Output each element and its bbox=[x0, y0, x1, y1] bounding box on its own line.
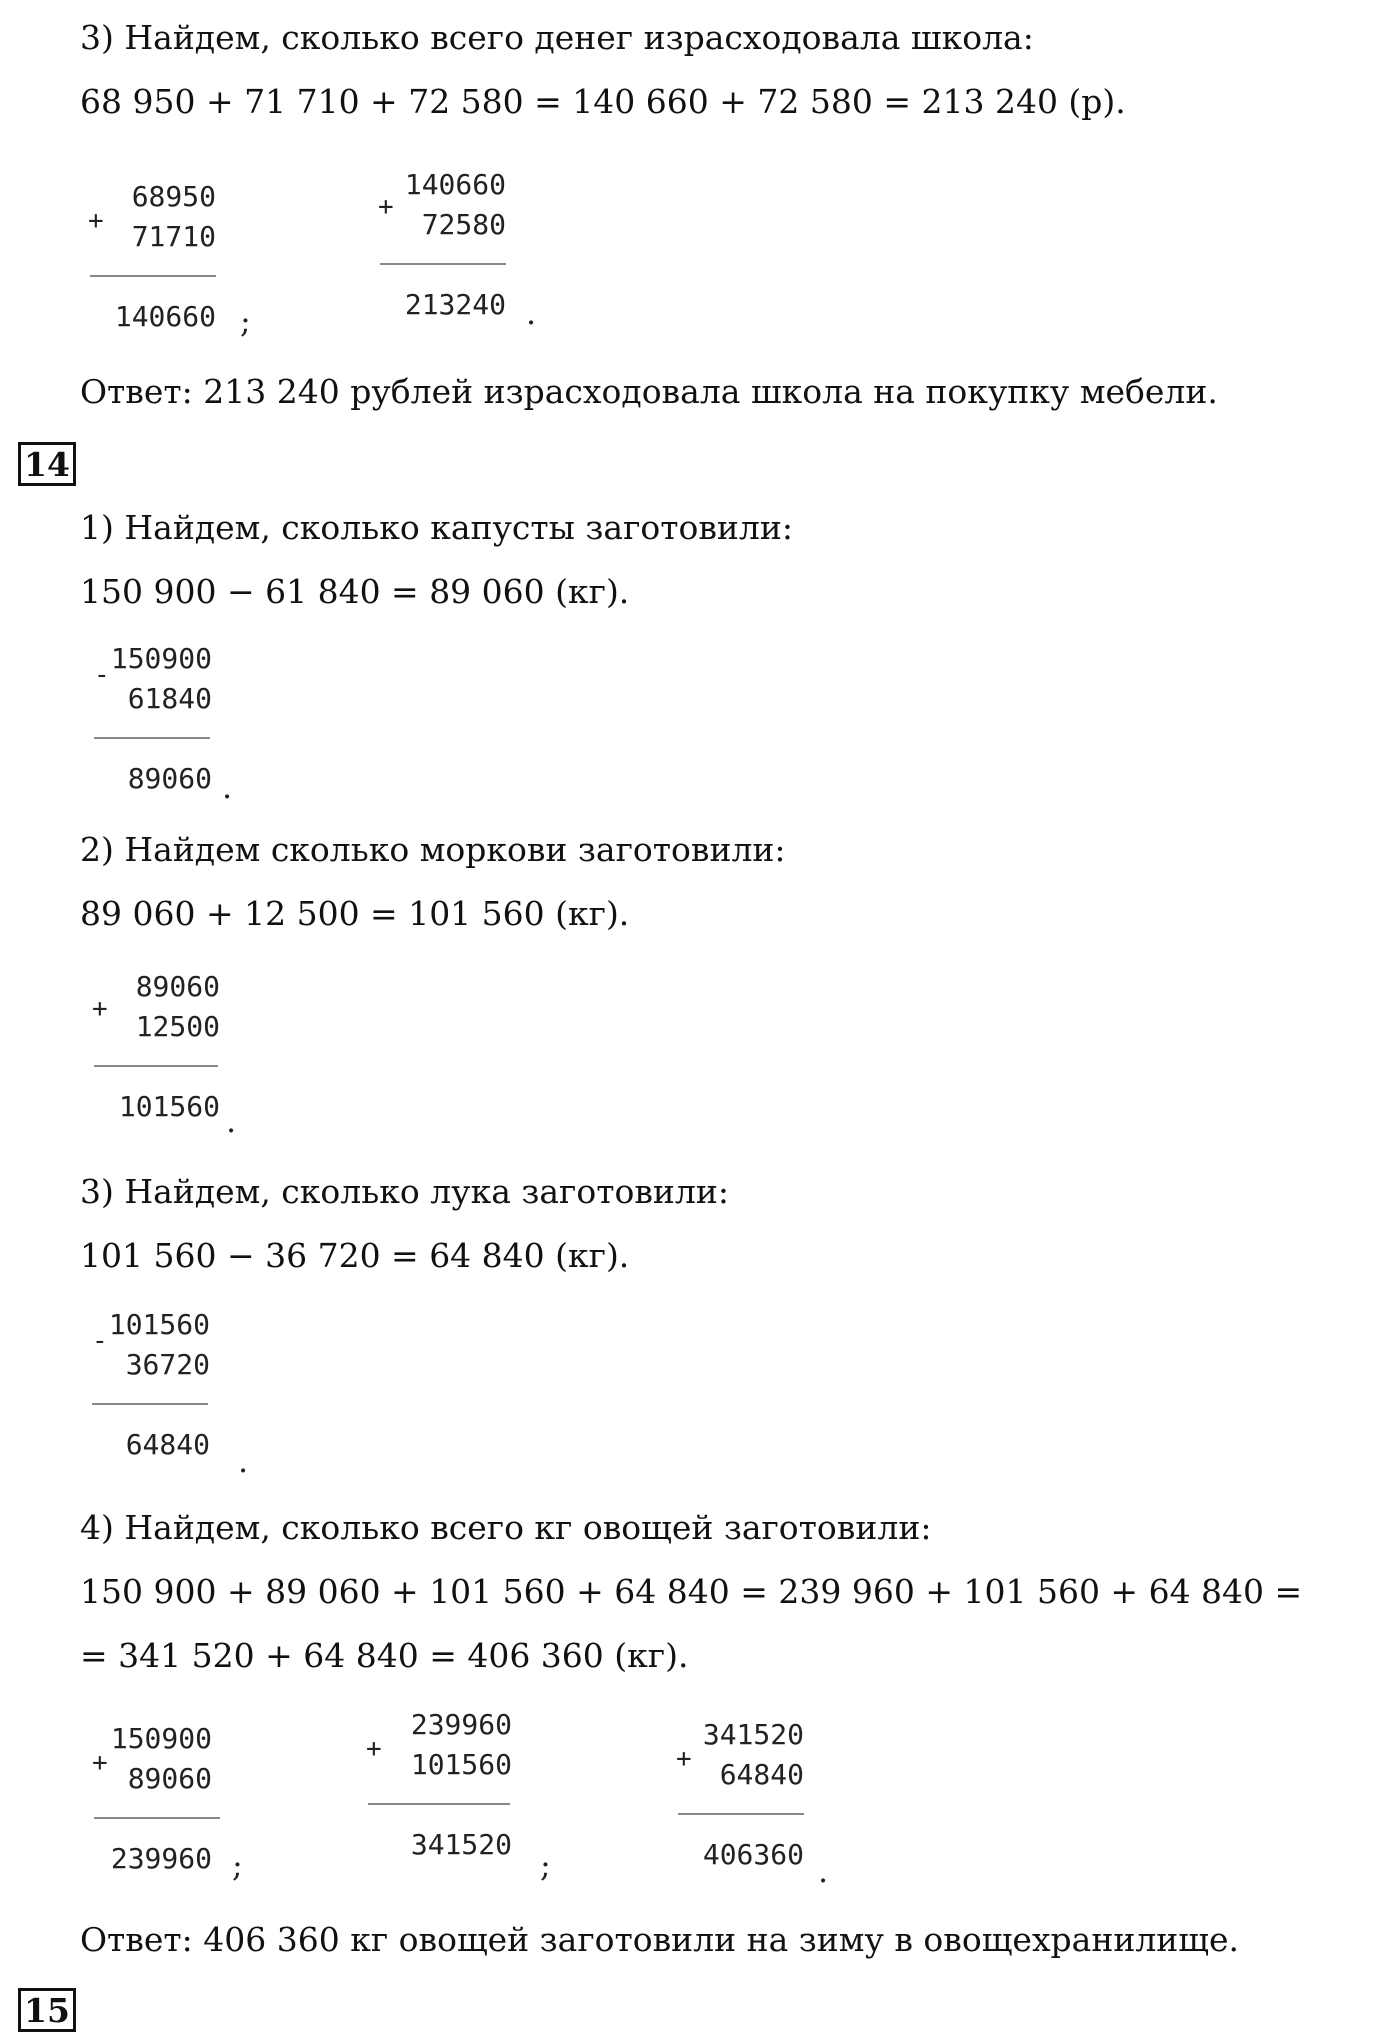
addend-a: 140660 bbox=[404, 168, 506, 201]
equation: 101 560 − 36 720 = 64 840 (кг). bbox=[80, 1236, 630, 1275]
addend-a: 341520 bbox=[702, 1718, 804, 1751]
addend-b: 89060 bbox=[127, 1762, 212, 1795]
separator: ; bbox=[232, 1846, 243, 1884]
separator: . bbox=[818, 1852, 829, 1890]
plus-sign: + bbox=[366, 1734, 382, 1764]
answer: Ответ: 213 240 рублей израсходовала школа на покупку мебели. bbox=[80, 372, 1218, 411]
step-heading: 3) Найдем, сколько лука заготовили: bbox=[80, 1172, 729, 1211]
column-addition bbox=[378, 166, 538, 346]
equation: 68 950 + 71 710 + 72 580 = 140 660 + 72 580 = 213 240 (р). bbox=[80, 82, 1126, 121]
column-addition bbox=[92, 1720, 262, 1890]
column-addition bbox=[92, 968, 252, 1138]
plus-sign: + bbox=[92, 994, 108, 1024]
plus-sign: + bbox=[676, 1744, 692, 1774]
result: 406360 bbox=[702, 1838, 804, 1871]
separator: . bbox=[526, 294, 537, 332]
result: 89060 bbox=[127, 762, 212, 795]
equation: 150 900 + 89 060 + 101 560 + 64 840 = 239 960 + 101 560 + 64 840 = bbox=[80, 1572, 1303, 1611]
separator: . bbox=[238, 1442, 249, 1480]
equation: = 341 520 + 64 840 = 406 360 (кг). bbox=[80, 1636, 689, 1675]
minus-sign: - bbox=[92, 1326, 108, 1356]
result: 213240 bbox=[404, 288, 506, 321]
addend-b: 101560 bbox=[410, 1748, 512, 1781]
subtrahend: 61840 bbox=[127, 682, 212, 715]
equation: 150 900 − 61 840 = 89 060 (кг). bbox=[80, 572, 630, 611]
equation: 89 060 + 12 500 = 101 560 (кг). bbox=[80, 894, 630, 933]
sum-rule bbox=[94, 1817, 220, 1819]
column-subtraction bbox=[92, 640, 252, 810]
addend-b: 72580 bbox=[421, 208, 506, 241]
step-heading: 3) Найдем, сколько всего денег израсходовала школа: bbox=[80, 18, 1034, 57]
plus-sign: + bbox=[88, 206, 104, 236]
task-number: 15 bbox=[18, 1988, 76, 2032]
column-subtraction bbox=[90, 1306, 260, 1480]
separator: ; bbox=[540, 1846, 551, 1884]
addend-a: 239960 bbox=[410, 1708, 512, 1741]
column-addition bbox=[366, 1706, 566, 1886]
subtrahend: 36720 bbox=[125, 1348, 210, 1381]
minuend: 150900 bbox=[110, 642, 212, 675]
addend-a: 150900 bbox=[110, 1722, 212, 1755]
answer: Ответ: 406 360 кг овощей заготовили на зиму в овощехранилище. bbox=[80, 1920, 1239, 1959]
plus-sign: + bbox=[92, 1748, 108, 1778]
sum-rule bbox=[368, 1803, 510, 1805]
addend-b: 64840 bbox=[719, 1758, 804, 1791]
separator: . bbox=[222, 768, 233, 806]
addend-a: 68950 bbox=[131, 180, 216, 213]
column-addition bbox=[676, 1716, 856, 1890]
addend-b: 71710 bbox=[131, 220, 216, 253]
result: 64840 bbox=[125, 1428, 210, 1461]
task-number: 14 bbox=[18, 442, 76, 486]
separator: . bbox=[226, 1102, 237, 1140]
sum-rule bbox=[90, 275, 216, 277]
result: 140660 bbox=[114, 300, 216, 333]
sum-rule bbox=[94, 1065, 218, 1067]
minuend: 101560 bbox=[108, 1308, 210, 1341]
result: 239960 bbox=[110, 1842, 212, 1875]
column-addition bbox=[88, 178, 251, 348]
difference-rule bbox=[92, 1403, 208, 1405]
result: 101560 bbox=[118, 1090, 220, 1123]
plus-sign: + bbox=[378, 192, 394, 222]
sum-rule bbox=[678, 1813, 804, 1815]
step-heading: 4) Найдем, сколько всего кг овощей заготовили: bbox=[80, 1508, 932, 1547]
difference-rule bbox=[94, 737, 210, 739]
step-heading: 1) Найдем, сколько капусты заготовили: bbox=[80, 508, 793, 547]
addend-a: 89060 bbox=[135, 970, 220, 1003]
separator: ; bbox=[240, 302, 251, 340]
result: 341520 bbox=[410, 1828, 512, 1861]
addend-b: 12500 bbox=[135, 1010, 220, 1043]
step-heading: 2) Найдем сколько моркови заготовили: bbox=[80, 830, 786, 869]
minus-sign: - bbox=[94, 660, 110, 690]
sum-rule bbox=[380, 263, 506, 265]
